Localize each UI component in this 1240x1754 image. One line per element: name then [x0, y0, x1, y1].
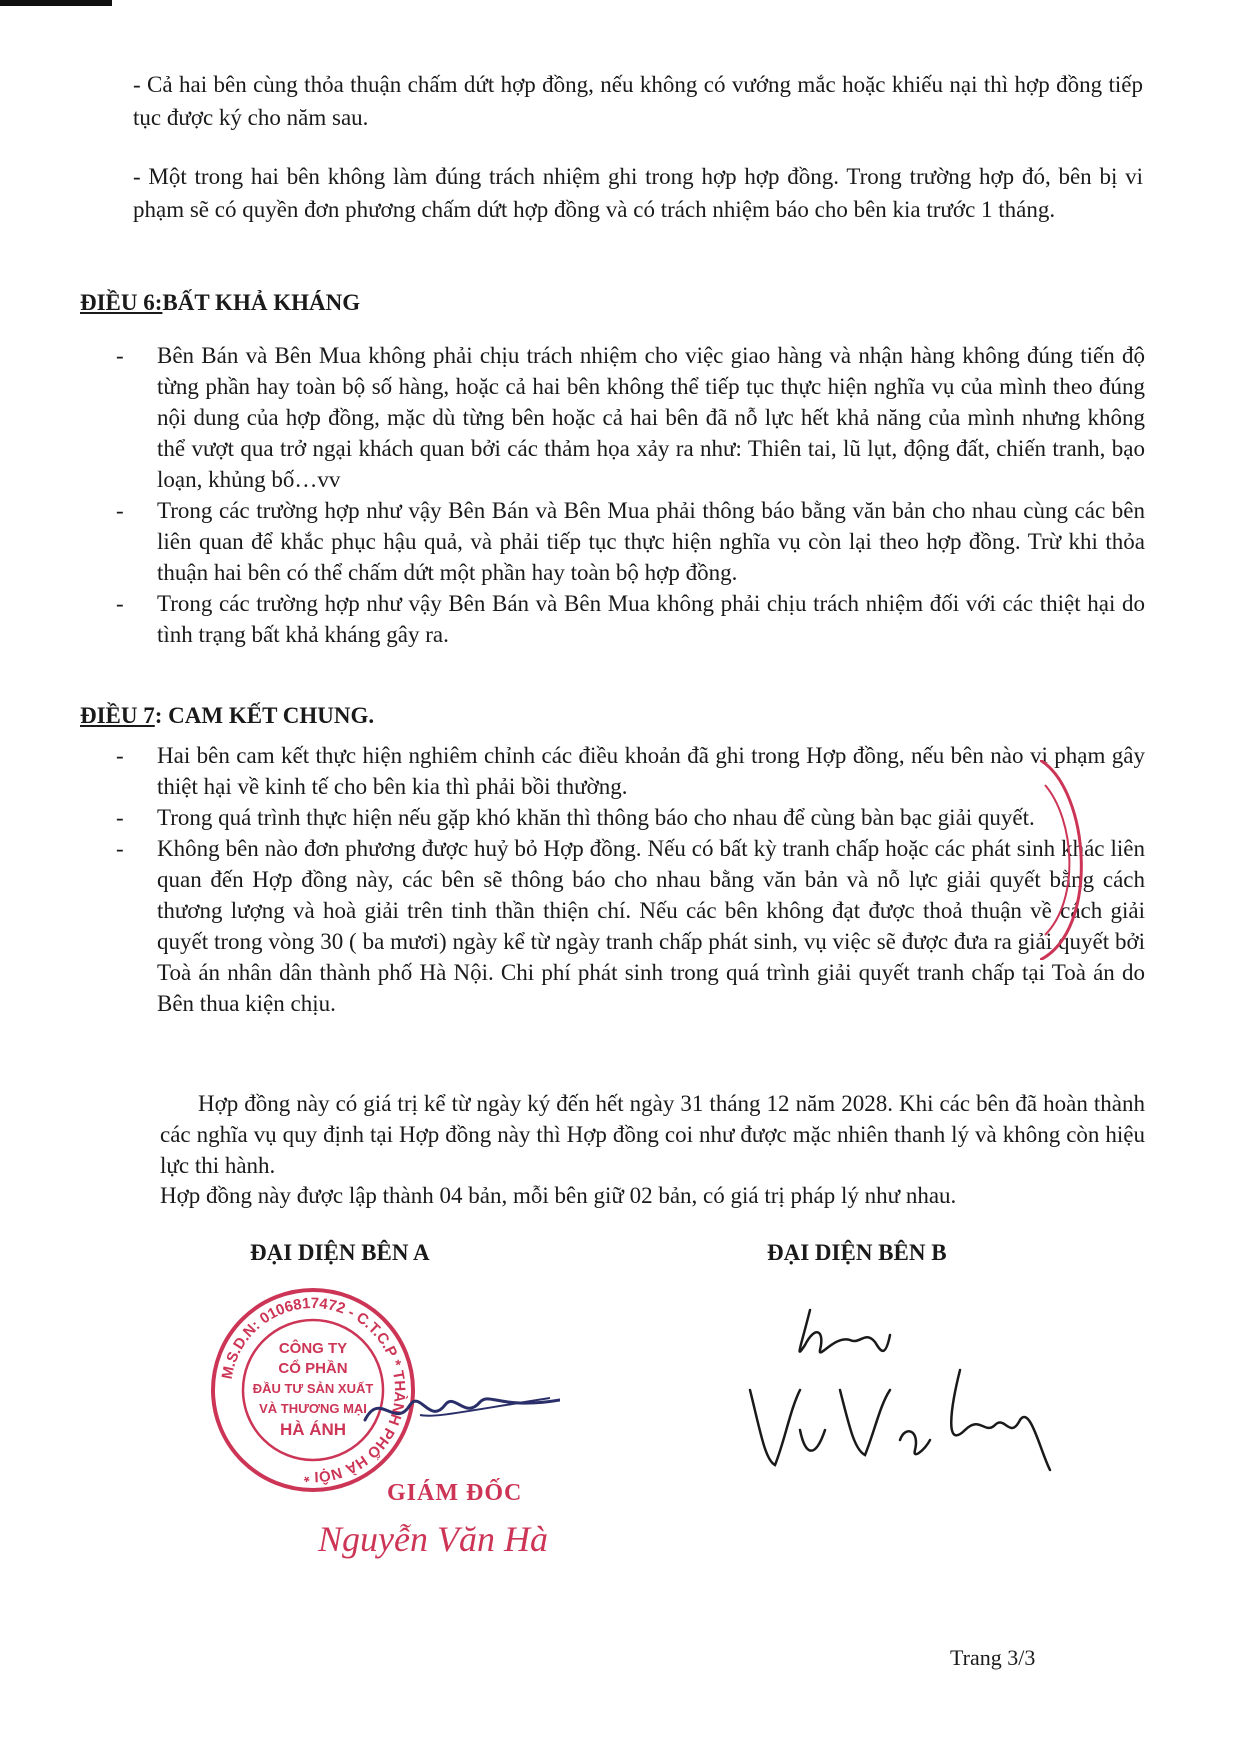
- article-7-title: : CAM KẾT CHUNG.: [154, 703, 375, 728]
- article-6-title: BẤT KHẢ KHÁNG: [162, 290, 361, 315]
- party-b-heading: ĐẠI DIỆN BÊN B: [767, 1240, 947, 1265]
- bullet-dash: -: [116, 498, 124, 523]
- party-b-signature: [740, 1290, 1060, 1490]
- party-a-heading: ĐẠI DIỆN BÊN A: [250, 1240, 430, 1265]
- list-item: - Hai bên cam kết thực hiện nghiêm chỉnh các điều khoản đã ghi trong Hợp đồng, nếu bên nào vi phạm gây thiệt hại về kinh tế cho bên kia thì phải bồi thường.: [110, 740, 1145, 802]
- page-number: Trang 3/3: [950, 1645, 1036, 1670]
- article-6-heading: [80, 287, 360, 319]
- list-item: - Trong quá trình thực hiện nếu gặp khó khăn thì thông báo cho nhau để cùng bàn bạc giải quyết.: [110, 802, 1145, 833]
- article-7-list: [110, 740, 1145, 1019]
- bullet-dash: -: [116, 805, 124, 830]
- bullet-dash: -: [116, 836, 124, 861]
- director-title: GIÁM ĐỐC: [387, 1480, 523, 1506]
- article-6-label: ĐIỀU 6:: [80, 290, 163, 315]
- director-signature: [360, 1380, 560, 1440]
- paragraph-copies: Hợp đồng này được lập thành 04 bản, mỗi bên giữ 02 bản, có giá trị pháp lý như nhau.: [160, 1183, 957, 1208]
- director-name: Nguyễn Văn Hà: [318, 1519, 548, 1559]
- list-item: - Bên Bán và Bên Mua không phải chịu trách nhiệm cho việc giao hàng và nhận hàng không đúng tiến độ từng phần hay toàn bộ số hàng, hoặc cả hai bên không thể tiếp tục thực hiện nghĩa vụ của mình theo đúng nội dung của hợp đồng, mặc dù từng bên hoặc cả hai bên đã nỗ lực hết khả năng của mình nhưng không thể vượt qua trở ngại khách quan bởi các thảm họa xảy ra như: Thiên tai, lũ lụt, động đất, chiến tranh, bạo loạn, khủng bố…vv: [110, 340, 1145, 495]
- paragraph-termination-violation: - Một trong hai bên không làm đúng trách nhiệm ghi trong hợp hợp đồng. Trong trường hợp đó, bên bị vi phạm sẽ có quyền đơn phương chấm dứt hợp đồng và có trách nhiệm báo cho bên kia trước 1 tháng.: [133, 164, 1143, 222]
- seal-line: CỔ PHẦN: [278, 1360, 348, 1377]
- seal-ring-text: M.S.D.N: 0106817472 - C.T.C.P * THÀNH PHỐ HÀ NỘI *: [218, 1294, 409, 1486]
- bullet-dash: -: [116, 343, 124, 368]
- seal-line: CÔNG TY: [278, 1340, 348, 1357]
- article-7-heading: [80, 700, 374, 732]
- bullet-dash: -: [116, 743, 124, 768]
- seal-line: HÀ ÁNH: [279, 1420, 347, 1439]
- list-item: - Trong các trường hợp như vậy Bên Bán và Bên Mua phải thông báo bằng văn bản cho nhau cùng các bên liên quan để khắc phục hậu quả, và phải tiếp tục thực hiện nghĩa vụ còn lại theo hợp đồng. Trừ khi thỏa thuận hai bên có thể chấm dứt một phần hay toàn bộ hợp đồng.: [110, 495, 1145, 588]
- article-7-label: ĐIỀU 7: [80, 703, 155, 728]
- bullet-dash: -: [116, 591, 124, 616]
- seal-line: ĐẦU TƯ SẢN XUẤT: [252, 1381, 374, 1396]
- scan-edge-mark: [0, 0, 112, 6]
- list-item: - Trong các trường hợp như vậy Bên Bán và Bên Mua không phải chịu trách nhiệm đối với các thiệt hại do tình trạng bất khả kháng gây ra.: [110, 588, 1145, 650]
- seal-overlap-mark: [1040, 760, 1110, 960]
- paragraph-termination-agreement: - Cả hai bên cùng thỏa thuận chấm dứt hợp đồng, nếu không có vướng mắc hoặc khiếu nại thì hợp đồng tiếp tục được ký cho năm sau.: [133, 72, 1143, 130]
- article-6-list: [110, 340, 1145, 650]
- paragraph-validity: Hợp đồng này có giá trị kể từ ngày ký đến hết ngày 31 tháng 12 năm 2028. Khi các bên đã hoàn thành các nghĩa vụ quy định tại Hợp đồng này thì Hợp đồng coi như được mặc nhiên thanh lý và không còn hiệu lực thi hành.: [160, 1091, 1145, 1178]
- list-item: - Không bên nào đơn phương được huỷ bỏ Hợp đồng. Nếu có bất kỳ tranh chấp hoặc các phát sinh khác liên quan đến Hợp đồng này, các bên sẽ thông báo cho nhau bằng văn bản và nỗ lực giải quyết bằng cách thương lượng và hoà giải trên tinh thần thiện chí. Nếu các bên không đạt được thoả thuận về cách giải quyết trong vòng 30 ( ba mươi) ngày kể từ ngày tranh chấp phát sinh, vụ việc sẽ được đưa ra giải quyết bởi Toà án nhân dân thành phố Hà Nội. Chi phí phát sinh trong quá trình giải quyết tranh chấp tại Toà án do Bên thua kiện chịu.: [110, 833, 1145, 1019]
- seal-line: VÀ THƯƠNG MẠI: [259, 1401, 367, 1416]
